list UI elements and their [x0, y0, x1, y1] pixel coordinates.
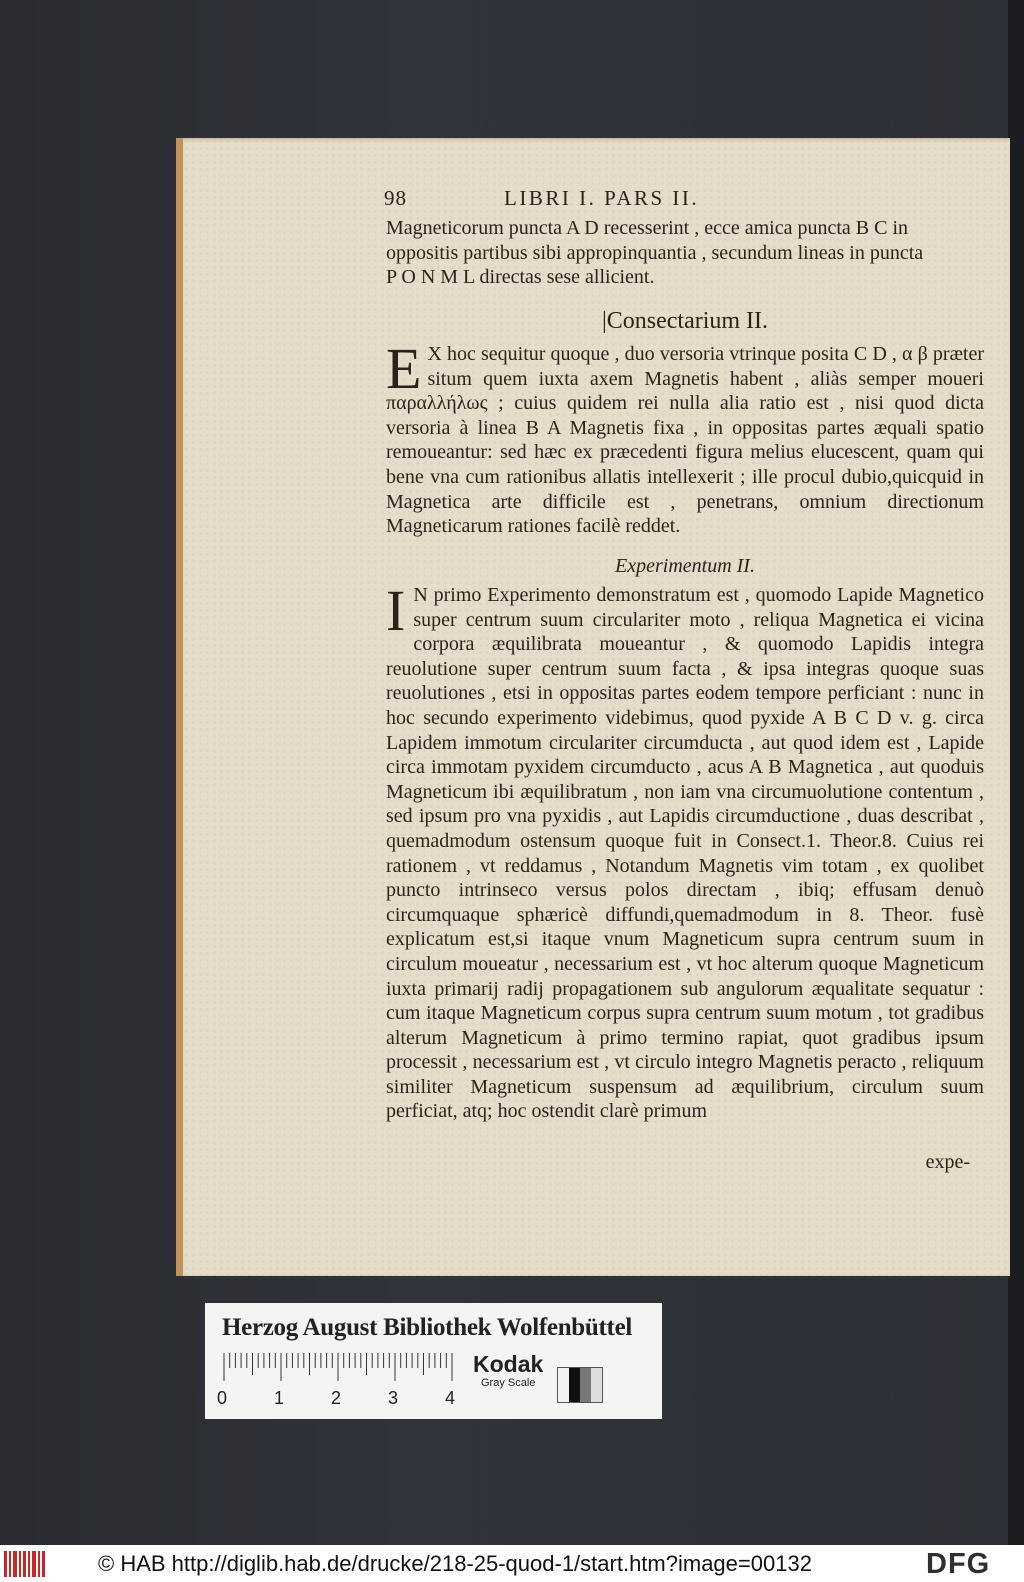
drop-cap: I — [386, 578, 406, 643]
ruler-scale — [217, 1388, 467, 1410]
footer-bar — [0, 1545, 1024, 1582]
catchword: expe- — [925, 1151, 970, 1173]
kodak-logo: Kodak — [473, 1351, 544, 1377]
kodak-subtitle: Gray Scale — [481, 1377, 536, 1389]
ruler-number: 1 — [274, 1388, 285, 1408]
section-body-experimentum — [386, 578, 984, 1124]
footer-credit-link[interactable]: © HAB http://diglib.hab.de/drucke/218-25-quod-1/start.htm?image=00132 — [98, 1551, 812, 1576]
section-text: N primo Experimento demonstratum est , quomodo Lapide Magnetico super centrum suum circulariter moto , reliqua Magnetica ei vicina corpora æquilibrata moueantur , & quomodo Lapidis integra reuolutione super centrum suum facta , & ipsa integras quoque suas reuolutiones , etsi in oppositas partes eodem tempore perficiant : nunc in hoc secundo experimento videbimus, quod pyxide A B C D v. g. circa Lapidem immotum circulariter circumducta , aut quod idem est , Lapide circa immotam pyxidem circumducto , acus A B Magnetica , aut quoduis Magneticum ibi æquilibratum , non iam vna circumuolutione contentum , sed ipsum pro vna pyxidis , aut Lapidis circumductione , duas describat , quemadmodum ostensum quoque fuit in Consect.1. Theor.8. Cuius rei rationem , vt reddamus , Notandum Magnetis vim totam , ex quolibet puncto intrinseco versus polos directam , ibiq; effusam denuò circumquaque sphæricè diffundi,quemadmodum in 8. Theor. fusè explicatum est,si itaque vnum Magneticum supra centrum suum in circulum moueatur , necessarium est , vt hoc alterum quoque Magneticum iuxta primarij radij propagationem sub angulorum æqualitate sequatur : cum itaque Magneticum corpus supra centrum suum motum , tot gradibus alterum Magneticum à primo termino rapiat, quot gradibus ipsum processit , necessarium est , vt circulo integro Magnetis peracto , reliquum similiter Magneticum suspensum ad æquilibrium, circulum suum perficiat, atq; hoc ostendit clarè primum — [386, 584, 984, 1123]
continuation-line: Magneticorum puncta A D recesserint , ecce amica puncta B C in — [386, 217, 909, 239]
library-name: Herzog August Bibliothek Wolfenbüttel — [222, 1314, 633, 1341]
ruler-number: 3 — [388, 1388, 399, 1408]
section-heading-consectarium: |Consectarium II. — [601, 308, 769, 334]
running-head: LIBRI I. PARS II. — [504, 186, 700, 210]
section-heading-experimentum: Experimentum II. — [615, 555, 755, 577]
ruler-number: 2 — [331, 1388, 342, 1408]
color-reference-card — [205, 1303, 662, 1419]
page-edge — [176, 138, 183, 1276]
ruler-icon — [222, 1353, 454, 1383]
gray-scale-swatch — [557, 1367, 603, 1403]
page-number: 98 — [384, 186, 407, 210]
section-body-consectarium — [386, 336, 984, 539]
section-text: X hoc sequitur quoque , duo versoria vtrinque posita C D , α β præter situm quem iuxta axem Magnetis habent , aliàs semper moueri παραλλήλως ; cuius quidem rei nulla alia ratio est , nisi quod dicta versoria à linea B A Magnetis fixa , in oppositas partes æquali spatio remoueantur: sed hæc ex præcedenti figura melius elucescent, quam qui bene vna cum rationibus allatis intellexerit ; ille procul dubio,quicquid in Magnetica arte difficile est , penetrans, omnium directionum Magneticarum rationes facilè reddet. — [386, 343, 984, 538]
continuation-line: oppositis partibus sibi appropinquantia , secundum lineas in puncta — [386, 241, 924, 264]
ruler-number: 0 — [217, 1388, 228, 1408]
continuation-paragraph — [386, 216, 984, 290]
page-header — [384, 186, 984, 211]
continuation-line: P O N M L directas sese allicient. — [386, 266, 655, 289]
barcode-icon — [4, 1549, 48, 1579]
drop-cap: E — [386, 336, 422, 401]
ruler-number: 4 — [445, 1388, 456, 1408]
scan-right-edge — [1008, 0, 1024, 1545]
dfg-logo: DFG — [926, 1548, 991, 1580]
